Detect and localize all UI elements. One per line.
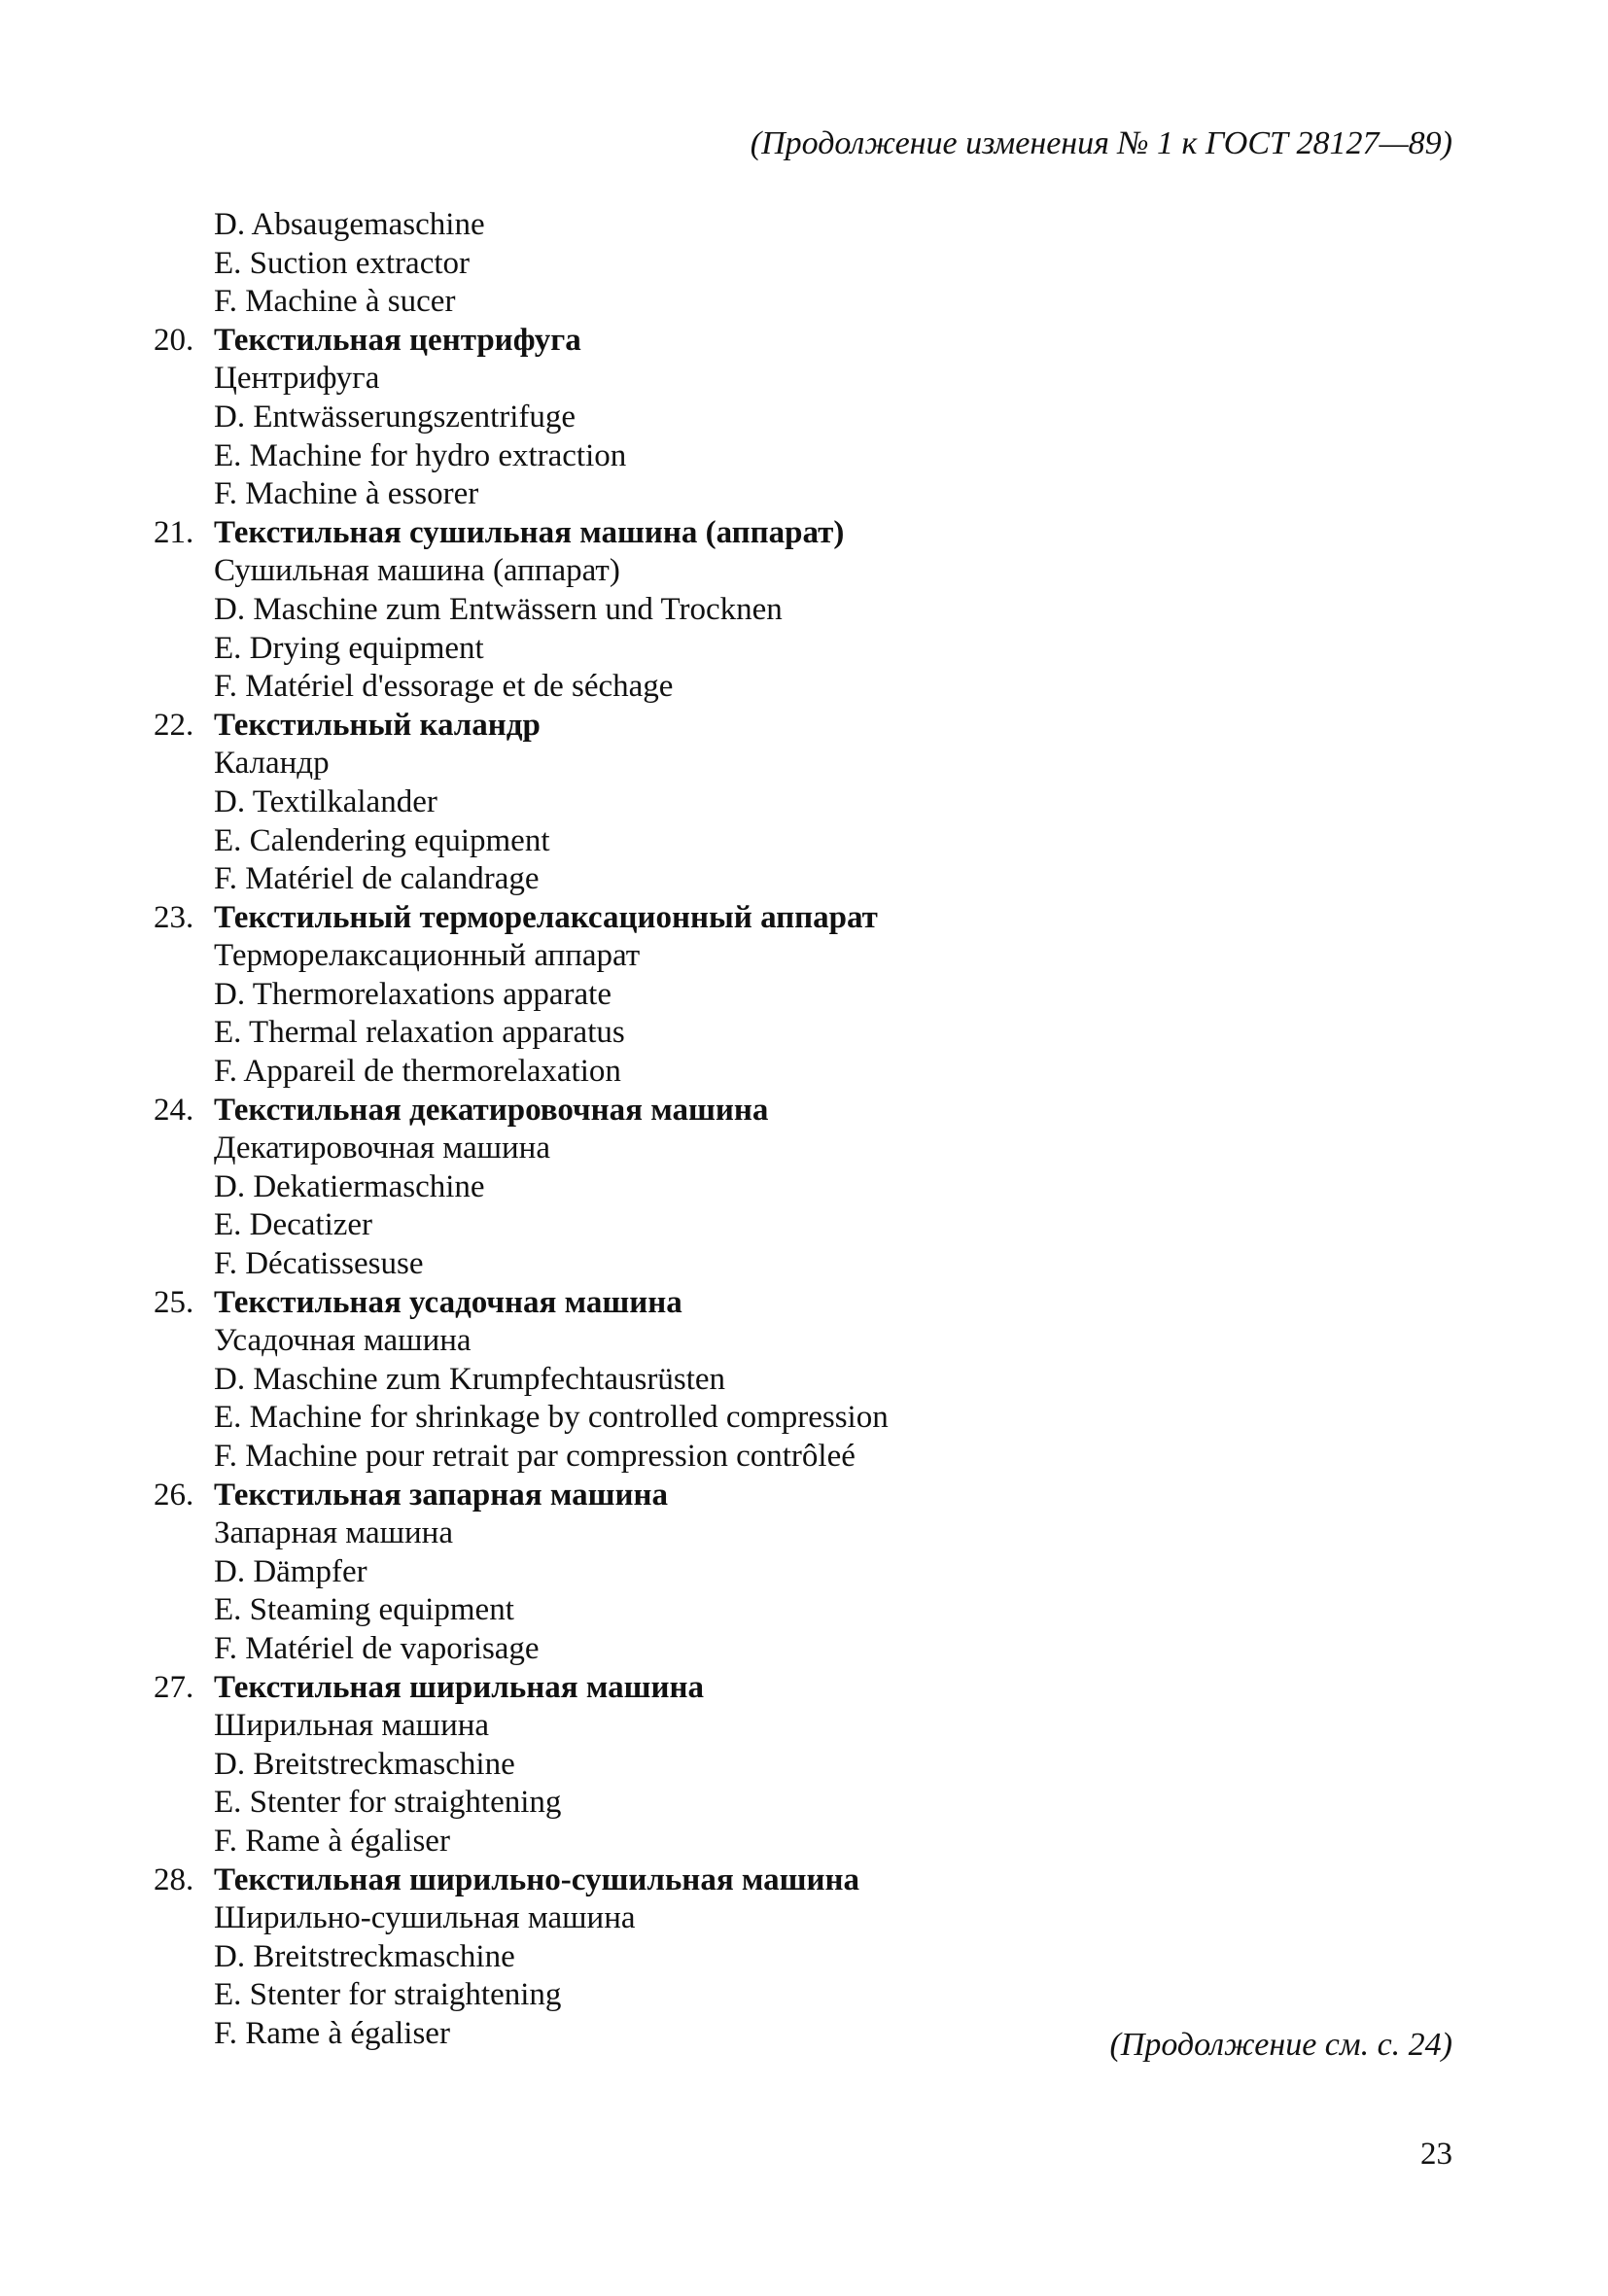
continuation-line: F. Machine à sucer (214, 284, 456, 320)
entry-heading (154, 1284, 1495, 1323)
entry-term: Текстильная центрифуга (214, 322, 581, 358)
entry-line: Ширильно-сушильная машина (214, 1900, 636, 1936)
entry-line: E. Machine for hydro extraction (214, 437, 627, 473)
entry-line: Сушильная машина (аппарат) (214, 553, 620, 589)
continuation-line: D. Absaugemaschine (214, 207, 485, 242)
entry-term: Текстильный каландр (214, 707, 541, 743)
entry-line: Запарная машина (214, 1515, 453, 1551)
entry-term: Текстильная декатировочная машина (214, 1092, 769, 1128)
entry-heading (154, 322, 1495, 361)
entry-number: 26. (154, 1477, 194, 1513)
entry-line: F. Rame à égaliser (214, 1823, 450, 1859)
entry-line: D. Dämpfer (214, 1553, 367, 1589)
page-header: (Продолжение изменения № 1 к ГОСТ 28127—89) (750, 125, 1452, 161)
entry-line: E. Calendering equipment (214, 822, 550, 858)
entry-term: Текстильная ширильно-сушильная машина (214, 1861, 860, 1897)
entry-number: 22. (154, 707, 194, 743)
entry-heading (154, 707, 1495, 746)
entry-heading (154, 1477, 1495, 1515)
entry-line: Терморелаксационный аппарат (214, 938, 641, 974)
entry-line: D. Maschine zum Entwässern und Trocknen (214, 591, 783, 627)
entry-term: Текстильная запарная машина (214, 1477, 668, 1513)
entry-line: E. Machine for shrinkage by controlled compression (214, 1400, 889, 1436)
entry-heading (154, 899, 1495, 938)
entry-line: F. Appareil de thermorelaxation (214, 1054, 621, 1090)
entry-line: Ширильная машина (214, 1708, 490, 1744)
entry-number: 25. (154, 1284, 194, 1320)
entry-heading (154, 1669, 1495, 1708)
entry-line: D. Breitstreckmaschine (214, 1746, 515, 1782)
entry-line: F. Matériel de calandrage (214, 861, 540, 897)
entry-line: F. Rame à égaliser (214, 2015, 450, 2051)
entry-line: Каландр (214, 746, 330, 782)
entry-line: D. Thermorelaxations apparate (214, 976, 612, 1012)
term-list (154, 206, 1495, 2054)
entry-line: Декатировочная машина (214, 1131, 550, 1166)
continuation-note: (Продолжение см. с. 24) (1109, 2027, 1452, 2063)
entry-number: 20. (154, 322, 194, 358)
entry-line: E. Steaming equipment (214, 1592, 514, 1628)
entry-line: F. Décatissesuse (214, 1246, 424, 1282)
entry-term: Текстильная усадочная машина (214, 1284, 682, 1320)
entry-line: D. Maschine zum Krumpfechtausrüsten (214, 1361, 726, 1397)
entry-term: Текстильная сушильная машина (аппарат) (214, 514, 845, 550)
entry-line: F. Machine à essorer (214, 476, 479, 512)
entry-heading (154, 1092, 1495, 1131)
entry-line: D. Breitstreckmaschine (214, 1938, 515, 1974)
page-number: 23 (1420, 2137, 1452, 2172)
entry-line: D. Textilkalander (214, 783, 437, 819)
entry-line: F. Matériel de vaporisage (214, 1630, 540, 1666)
entry-line: D. Entwässerungszentrifuge (214, 399, 577, 435)
entry-line: F. Machine pour retrait par compression contrôleé (214, 1439, 856, 1474)
entry-line: Центрифуга (214, 361, 380, 397)
entry-line: F. Matériel d'essorage et de séchage (214, 669, 674, 705)
entry-term: Текстильный терморелаксационный аппарат (214, 899, 878, 935)
entry-line: E. Drying equipment (214, 630, 484, 666)
continuation-line: E. Suction extractor (214, 245, 471, 281)
entry-number: 28. (154, 1861, 194, 1897)
entry-line: E. Decatizer (214, 1207, 373, 1243)
entry-line: E. Stenter for straightening (214, 1977, 562, 2013)
entry-number: 24. (154, 1092, 194, 1128)
entry-term: Текстильная ширильная машина (214, 1669, 705, 1705)
entry-line: E. Stenter for straightening (214, 1785, 562, 1821)
entry-heading (154, 1861, 1495, 1900)
entry-line: Усадочная машина (214, 1323, 472, 1359)
entry-number: 27. (154, 1669, 194, 1705)
entry-number: 23. (154, 899, 194, 935)
entry-heading (154, 514, 1495, 553)
entry-line: D. Dekatiermaschine (214, 1168, 485, 1204)
entry-line: E. Thermal relaxation apparatus (214, 1015, 625, 1051)
entry-number: 21. (154, 514, 194, 550)
